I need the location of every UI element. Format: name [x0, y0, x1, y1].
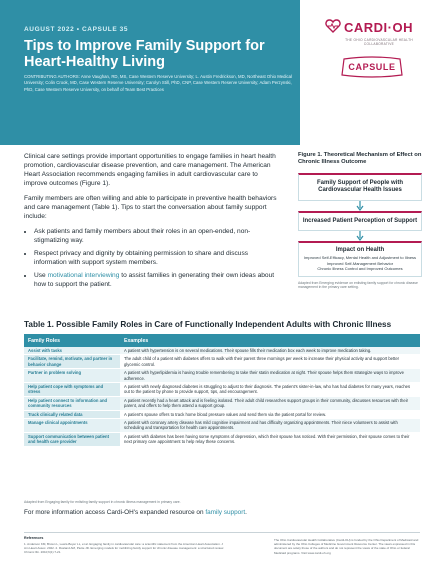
page-title: Tips to Improve Family Support for Heart-Healthy Living [24, 38, 265, 70]
table-row [24, 383, 420, 397]
table-header-row [24, 334, 420, 347]
column-header: Family Roles [24, 334, 120, 347]
example-cell: A patient with hypertension is on several medications. Their spouse fills their medication box each week to improve medication taking. [120, 347, 420, 355]
family-roles-table [24, 334, 420, 447]
tip-item: • Ask patients and family members about their roles in an open-ended, non-stigmatizing way. [34, 227, 282, 245]
impact-on-health-box [298, 241, 422, 277]
example-cell: A patient's spouse offers to track home blood pressure values and send them via the patient portal for review. [120, 410, 420, 418]
impact-line: Improved Self-Management Behavior [326, 260, 394, 266]
tip-text: to assist families in generating their own ideas about how to support the patient. [34, 272, 275, 288]
patient-perception-box: Increased Patient Perception of Support [298, 211, 422, 231]
column-header: Examples [120, 334, 420, 347]
role-cell: Assist with tasks [24, 347, 120, 355]
example-cell: A patient with newly diagnosed diabetes is struggling to adjust to their diagnosis. The patient's sister-in-law, who has had diabetes for many years, reaches out to the patient by phone to provide support, tips, and encouragement. [120, 383, 420, 397]
table-row [24, 347, 420, 355]
logo-tagline: THE OHIO CARDIOVASCULAR HEALTH COLLABORATIVE [345, 38, 413, 46]
table-row [24, 432, 420, 446]
family-support-box: Family Support of People with Cardiovascular Health Issues [298, 173, 422, 201]
example-cell: A patient with coronary artery disease has mild cognitive impairment and has difficulty organizing appointments. Their niece volunteers to assist with scheduling and transportation for health care appointments. [120, 419, 420, 433]
capsule-date-line: AUGUST 2022 • CAPSULE 35 [24, 26, 129, 33]
family-support-link[interactable]: family support [205, 509, 246, 516]
table-row [24, 355, 420, 369]
example-cell: The adult child of a patient with diabetes offers to walk with their parent three mornings per week to increase their physical activity and support better glycemic control. [120, 355, 420, 369]
more-info-text: For more information access Cardi-OH's expanded resource on [24, 509, 206, 516]
logo-brand-text: CARDI·OH [344, 20, 413, 35]
role-cell: Manage clinical appointments [24, 419, 120, 433]
intro-paragraph-2: Family members are often willing and able to participate in preventive health behaviors and care management (Table 1). Tips to start the conversation about family support include: [24, 195, 277, 220]
table-source: Adapted from Engaging family for enlisting family support in chronic illness management in primary care. [24, 500, 181, 504]
role-cell: Track clinically related data [24, 410, 120, 418]
capsule-badge-label: CAPSULE [348, 62, 396, 72]
role-cell: Help patient connect to information and community resources [24, 396, 120, 410]
footer [24, 532, 420, 555]
motivational-interviewing-link[interactable]: motivational interviewing [47, 272, 120, 279]
impact-heading: Impact on Health [335, 247, 385, 254]
role-cell: Support communication between patient and health care provider [24, 432, 120, 446]
example-cell: A patient recently had a heart attack and is feeling isolated. Their adult child researches support groups in their community, discusses resources with their parent, and offers to help them attend a support group. [120, 396, 420, 410]
cardi-oh-logo[interactable] [322, 12, 422, 82]
down-arrow-icon [298, 231, 422, 241]
tip-text: Use [34, 272, 48, 279]
funding-statement: The Ohio Cardiovascular Health Collaborative (Cardi-OH) is funded by the Ohio Department of Medicaid and administered by the Ohio Colleges of Medicine Government Resource Center. The views expressed in this document are solely those of the authors and do not represent the views of the state of Ohio or federal Medicaid programs. Visit www.cardi-oh.org [274, 538, 419, 555]
tips-list [24, 227, 282, 289]
role-cell: Partner in problem solving [24, 369, 120, 383]
table-row [24, 419, 420, 433]
table-title: Table 1. Possible Family Roles in Care of Functionally Independent Adults with Chronic Illness [24, 320, 392, 329]
table-row [24, 369, 420, 383]
references-list: 1. Anderson KM, Brown L, Lewis-Boyer LL, et al. Engaging family in cardiovascular care: a scientific statement from the American Heart Association. J Am Heart Assoc. 2022. 2. Rosland AM, Piette JD. Emerging models for mobilizing family support for chronic disease management: a structured review. Chronic Illn. 2010;6(1):7-21. [24, 542, 224, 555]
capsule-header [0, 0, 300, 145]
tip-item: • Respect privacy and dignity by obtaining permission to share and discuss information with support system members. [34, 249, 282, 267]
table-row [24, 396, 420, 410]
figure-1 [298, 152, 422, 290]
figure-source: Adapted from Emerging evidence on enlisting family support for chronic disease management in the primary care setting. [298, 280, 418, 290]
contributing-authors: CONTRIBUTING AUTHORS: Anne Vaughan, RD, MS, Case Western Reserve University; L. Austin Fredrickson, MD, Northeast Ohio Medical University; Colin Crook, MD, Case Western Reserve University; Carolyn Still, PhD, CNP, Case Western Reserve University; Adam Perzynski, PhD, Case Western Reserve University, on behalf of Team Best Practices [24, 74, 293, 92]
example-cell: A patient with hyperlipidemia is having trouble remembering to take their statin medication at night. Their spouse helps them strategize ways to improve adherence. [120, 369, 420, 383]
tip-item [34, 271, 282, 289]
down-arrow-icon [298, 201, 422, 211]
impact-line: Improved Self-Efficacy, Mental Health and Adjustment to Illness [303, 255, 417, 261]
more-info-line [24, 509, 247, 516]
role-cell: Help patient cope with symptoms and stress [24, 383, 120, 397]
more-info-text: . [245, 509, 247, 516]
intro-section [24, 152, 282, 293]
table-row [24, 410, 420, 418]
impact-line: Chronic Illness Control and Improved Outcomes [317, 266, 403, 272]
intro-paragraph-1: Clinical care settings provide important opportunities to engage families in heart health promotion, cardiovascular disease prevention, and care management. The American Heart Association recommends engaging families in adult cardiovascular care to improve outcomes (Figure 1). [24, 153, 276, 187]
figure-caption: Figure 1. Theoretical Mechanism of Effect on Chronic Illness Outcome [298, 152, 422, 166]
heart-logo-icon [325, 18, 341, 34]
references-heading: References [24, 536, 44, 540]
example-cell: A patient with diabetes has been having some symptoms of depression, which their spouse has noticed. With their permission, their spouse comes to their next primary care appointment to help relay these concerns. [120, 432, 420, 446]
role-cell: Facilitate, remind, motivate, and partner in behavior change [24, 355, 120, 369]
